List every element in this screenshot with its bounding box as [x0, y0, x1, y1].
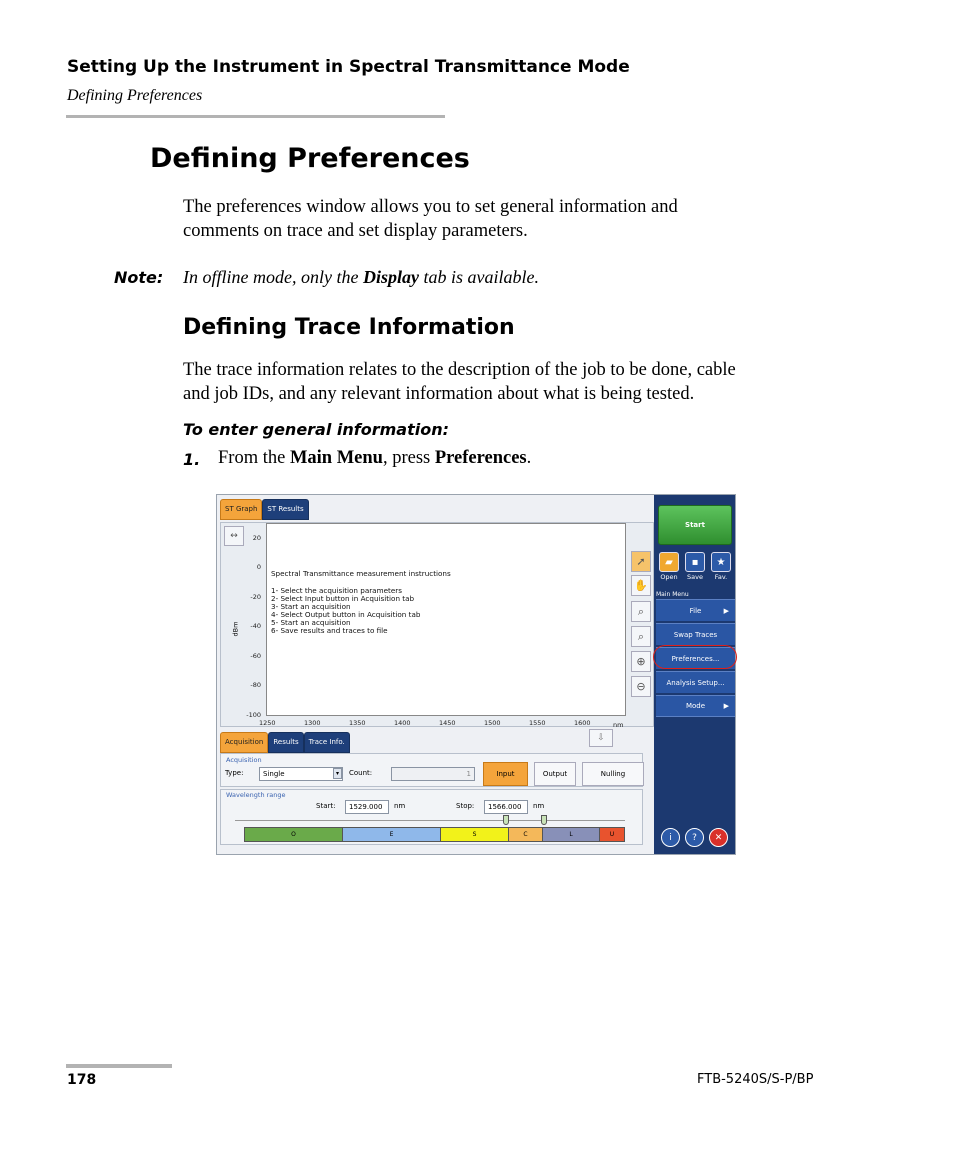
y-axis-label: dBm — [231, 621, 240, 637]
input-button[interactable]: Input — [483, 762, 528, 786]
open-label: Open — [660, 573, 678, 581]
zoom-in-icon[interactable]: ⊕ — [631, 651, 651, 672]
x-tick: 1500 — [484, 719, 501, 727]
count-label: Count: — [349, 769, 373, 777]
y-tick: -20 — [250, 593, 261, 601]
menu-item-file[interactable]: File ▶ — [656, 599, 735, 621]
save-label: Save — [687, 573, 703, 581]
instruction-line: 3- Start an acquisition — [271, 602, 351, 611]
save-disk-icon[interactable]: ▪ — [685, 552, 705, 572]
software-screenshot — [216, 494, 736, 855]
step-text: From the Main Menu, press Preferences. — [218, 448, 532, 468]
tab-st-results[interactable]: ST Results — [262, 499, 308, 520]
fav-label: Fav. — [714, 573, 728, 581]
document-id: FTB-5240S/S-P/BP — [697, 1072, 814, 1087]
menu-item-preferences[interactable]: Preferences... — [656, 647, 735, 669]
help-icon[interactable]: ? — [685, 828, 704, 847]
range-slider-track[interactable] — [235, 820, 625, 821]
band-o: O — [245, 828, 343, 841]
start-button[interactable]: Start — [658, 505, 732, 545]
zoom-area-icon[interactable]: ⌕ — [631, 601, 651, 622]
footer-rule — [66, 1064, 172, 1068]
intro-line-1: The preferences window allows you to set general information and — [183, 197, 678, 217]
subsection-title: Defining Trace Information — [183, 315, 515, 340]
y-tick: -40 — [250, 622, 261, 630]
x-tick: 1400 — [394, 719, 411, 727]
y-tick: 0 — [256, 563, 261, 571]
graph-tabs — [220, 499, 309, 518]
stop-wavelength-input[interactable]: 1566.000 — [484, 800, 528, 814]
stop-label: Stop: — [456, 802, 475, 810]
wavelength-group-label: Wavelength range — [226, 791, 286, 799]
start-slider-handle[interactable] — [503, 815, 509, 825]
instruction-line: 6- Save results and traces to file — [271, 626, 388, 635]
stop-slider-handle[interactable] — [541, 815, 547, 825]
zoom-out-icon[interactable]: ⊖ — [631, 676, 651, 697]
menu-item-mode[interactable]: Mode ▶ — [656, 695, 735, 717]
band-bar — [244, 827, 625, 842]
chevron-right-icon: ▶ — [723, 606, 729, 615]
note-text: In offline mode, only the Display tab is available. — [183, 267, 539, 287]
y-tick: -80 — [250, 681, 261, 689]
nulling-button[interactable]: Nulling — [582, 762, 644, 786]
pan-hand-icon[interactable]: ✋ — [631, 575, 651, 596]
start-wavelength-input[interactable]: 1529.000 — [345, 800, 389, 814]
info-icon[interactable]: i — [661, 828, 680, 847]
graph-area — [220, 522, 654, 727]
instruction-line: 4- Select Output button in Acquisition tab — [271, 610, 421, 619]
chevron-down-icon[interactable]: ▾ — [333, 768, 342, 779]
bottom-tabs — [220, 732, 350, 753]
instruction-line: 5- Start an acquisition — [271, 618, 351, 627]
header-rule — [66, 115, 445, 118]
page-number: 178 — [67, 1072, 97, 1088]
zoom-vertical-icon[interactable]: ⌕ — [631, 626, 651, 647]
x-tick: 1550 — [529, 719, 546, 727]
tab-acquisition[interactable]: Acquisition — [220, 732, 268, 753]
tab-st-graph[interactable]: ST Graph — [220, 499, 262, 520]
side-panel — [654, 495, 736, 855]
open-folder-icon[interactable]: ▰ — [659, 552, 679, 572]
menu-item-analysis-setup[interactable]: Analysis Setup... — [656, 671, 735, 693]
x-tick: 1450 — [439, 719, 456, 727]
axis-scale-icon[interactable]: ↔ — [224, 526, 244, 546]
body-line-2: and job IDs, and any relevant information about what is being tested. — [183, 384, 695, 404]
tab-trace-info[interactable]: Trace Info. — [304, 732, 350, 753]
start-unit: nm — [394, 802, 406, 810]
y-tick: -60 — [250, 652, 261, 660]
acquisition-group — [220, 753, 643, 787]
x-tick: 1250 — [259, 719, 276, 727]
type-select[interactable]: Single — [259, 767, 343, 781]
instruction-line: 1- Select the acquisition parameters — [271, 586, 402, 595]
acquisition-group-label: Acquisition — [226, 756, 262, 764]
band-l: L — [543, 828, 600, 841]
tab-results[interactable]: Results — [268, 732, 303, 753]
close-icon[interactable]: ✕ — [709, 828, 728, 847]
running-header-title: Setting Up the Instrument in Spectral Transmittance Mode — [67, 57, 630, 77]
x-unit: nm — [613, 721, 624, 729]
y-tick: 20 — [252, 534, 261, 542]
start-label: Start: — [316, 802, 336, 810]
type-label: Type: — [225, 769, 244, 777]
section-title: Defining Preferences — [150, 143, 470, 174]
instructions-title: Spectral Transmittance measurement instructions — [271, 569, 451, 578]
step-number: 1. — [183, 450, 201, 469]
count-field[interactable]: 1 — [391, 767, 475, 781]
band-e: E — [343, 828, 441, 841]
body-line-1: The trace information relates to the description of the job to be done, cable — [183, 360, 736, 380]
procedure-title: To enter general information: — [183, 420, 450, 439]
collapse-arrow-icon[interactable]: ⇩ — [589, 729, 613, 747]
intro-line-2: comments on trace and set display parameters. — [183, 221, 528, 241]
running-header-subtitle: Defining Preferences — [67, 87, 203, 104]
y-tick: -100 — [246, 711, 261, 719]
main-menu-header: Main Menu — [656, 591, 689, 598]
favorite-star-icon[interactable]: ★ — [711, 552, 731, 572]
x-tick: 1600 — [574, 719, 591, 727]
band-s: S — [441, 828, 509, 841]
band-c: C — [509, 828, 543, 841]
x-tick: 1300 — [304, 719, 321, 727]
x-tick: 1350 — [349, 719, 366, 727]
chevron-right-icon: ▶ — [723, 702, 729, 710]
preferences-highlight-circle — [653, 645, 737, 669]
note-label: Note: — [114, 268, 164, 287]
stop-unit: nm — [533, 802, 545, 810]
output-button[interactable]: Output — [534, 762, 576, 786]
band-u: U — [600, 828, 624, 841]
pointer-tool-icon[interactable]: ➚ — [631, 551, 651, 572]
instruction-line: 2- Select Input button in Acquisition tab — [271, 594, 415, 603]
wavelength-group — [220, 789, 643, 845]
menu-item-swap-traces[interactable]: Swap Traces — [656, 623, 735, 645]
